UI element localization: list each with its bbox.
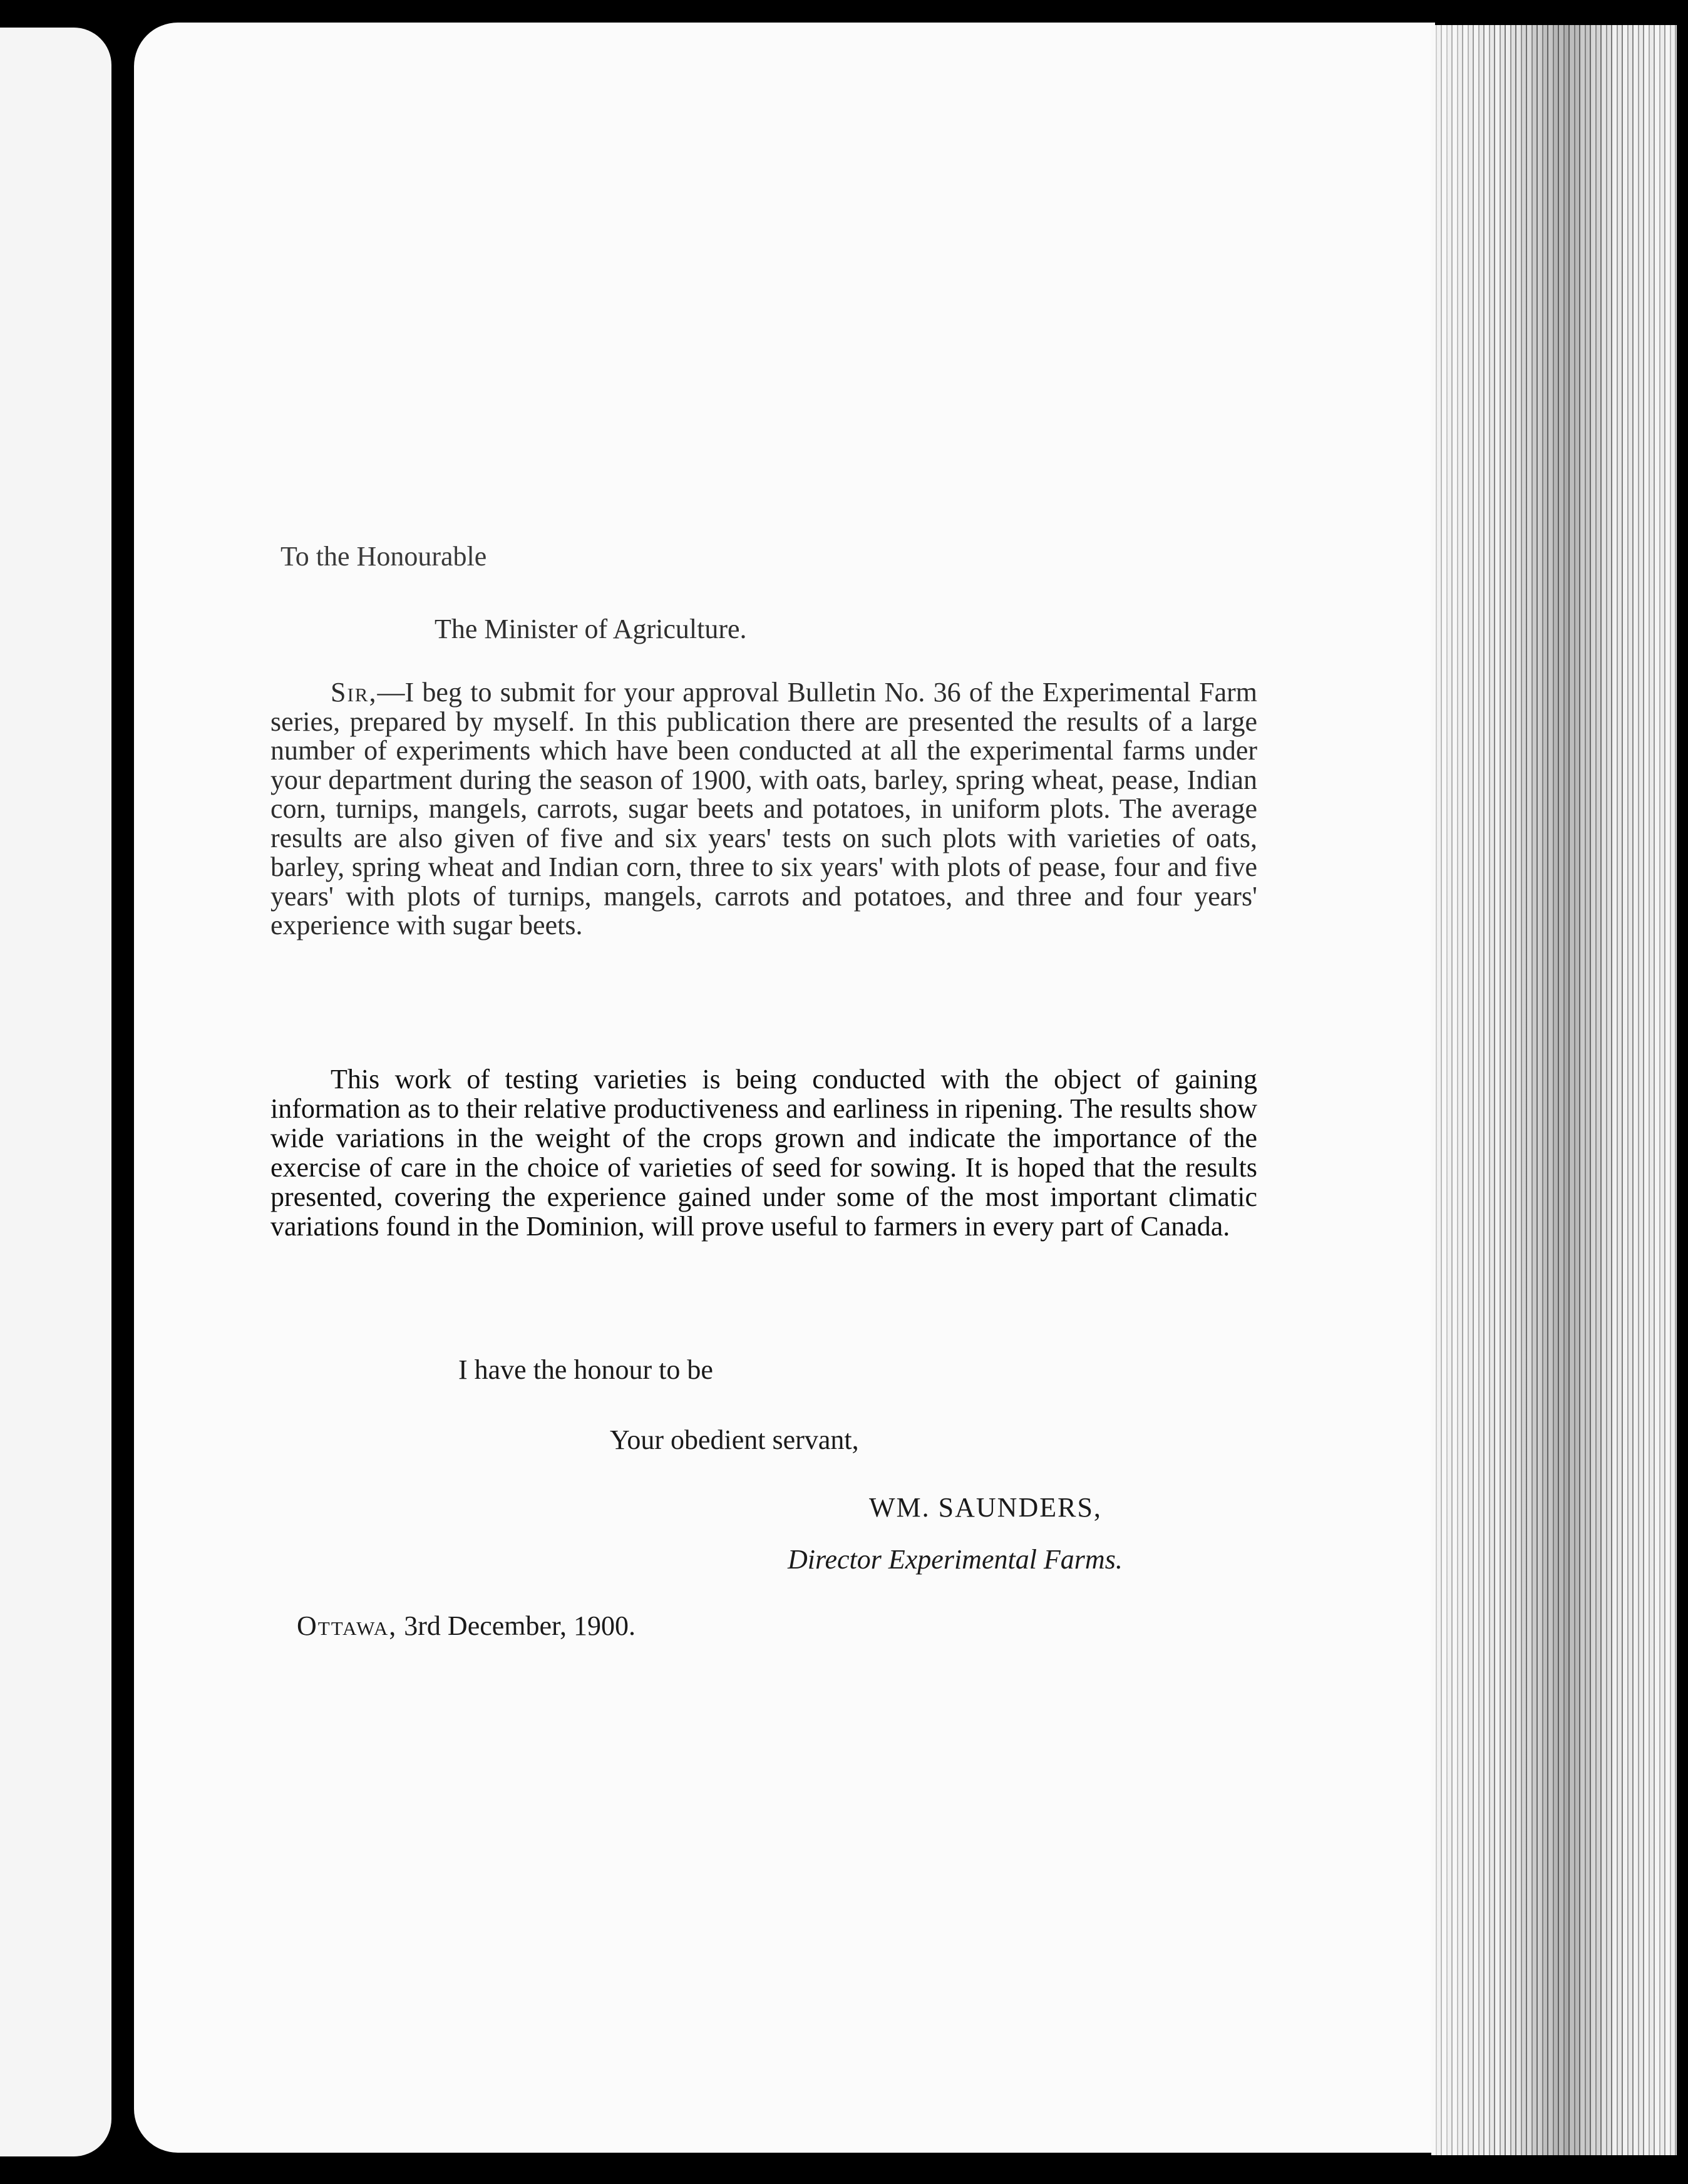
place-and-date (297, 1610, 636, 1642)
paragraph-purpose (270, 1064, 1257, 1241)
closing-honour: I have the honour to be (458, 1354, 713, 1385)
paragraph-purpose-body: This work of testing varieties is being conducted with the object of gaining information as to their relative productiveness and earliness in ripening. The results show wide variations in the weight of the crops grown and indicate the importance of the exercise of care in the choice of varieties of seed for sowing. It is hoped that the results presented, covering the experience gained under some of the most important climatic variations found in the Dominion, will prove useful to farmers in every part of Canada. (270, 1064, 1257, 1242)
paragraph-submission-body: —I beg to submit for your approval Bulletin No. 36 of the Experimental Farm series, prepared by myself. In this publication there are presented the results of a large number of experiments which have been conducted at all the experimental farms under your department during the season of 1900, with oats, barley, spring wheat, pease, Indian corn, turnips, mangels, carrots, sugar beets and potatoes, in uniform plots. The average results are also given of five and six years' tests on such plots with varieties of oats, barley, spring wheat and Indian corn, three to six years' with plots of pease, four and five years' with plots of turnips, mangels, carrots and potatoes, and three and four years' experience with sugar beets. (270, 677, 1257, 940)
closing-servant: Your obedient servant, (610, 1424, 859, 1455)
date: 3rd December, 1900. (404, 1610, 636, 1641)
paragraph-opening-word: Sir, (331, 677, 378, 708)
paragraph-submission (270, 678, 1257, 940)
signature-name: WM. SAUNDERS, (869, 1492, 1102, 1523)
salutation-to: To the Honourable (280, 541, 487, 572)
place: Ottawa, (297, 1610, 398, 1641)
signature-title: Director Experimental Farms. (788, 1544, 1123, 1575)
salutation-minister: The Minister of Agriculture. (435, 614, 747, 644)
